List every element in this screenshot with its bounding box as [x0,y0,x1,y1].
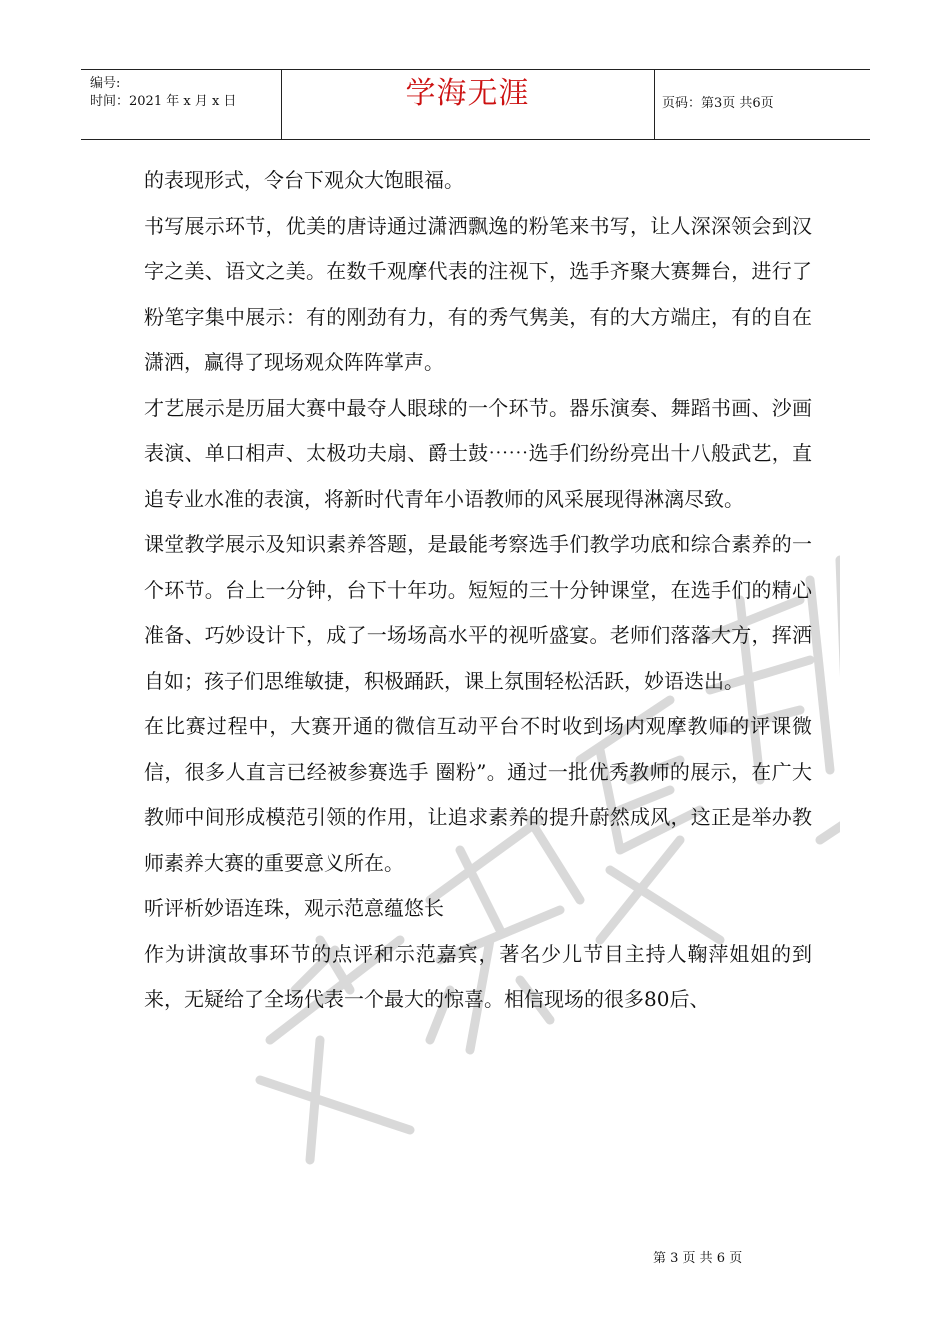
body-paragraph: 的表现形式，令台下观众大饱眼福。 [144,168,464,192]
header-left-cell [81,70,282,139]
document-time-label: 时间：2021 年 x 月 x 日 [90,94,237,109]
section-heading: 听评析妙语连珠，观示范意蕴悠长 [144,896,444,920]
document-number-label: 编号: [90,76,121,91]
brand-title: 学海无涯 [405,76,530,111]
header-right-cell [654,70,870,139]
document-body [144,158,812,1023]
page-number-label: 页码：第3页 共6页 [662,96,774,111]
body-paragraph: 在比赛过程中，大赛开通的微信互动平台不时收到场内观摩教师的评课微信，很多人直言已经被参赛选手 圈粉”。通过一批优秀教师的展示，在广大教师中间形成模范引领的作用，让追求素养的提升蔚然成风，这正是举办教师素养大赛的重要意义所在。 [144,714,812,875]
body-paragraph: 才艺展示是历届大赛中最夺人眼球的一个环节。器乐演奏、舞蹈书画、沙画表演、单口相声、太极功夫扇、爵士鼓⋯⋯选手们纷纷亮出十八般武艺，直追专业水准的表演，将新时代青年小语教师的风采展现得淋漓尽致。 [144,395,812,511]
page-header [81,69,870,140]
body-paragraph: 课堂教学展示及知识素养答题，是最能考察选手们教学功底和综合素养的一个环节。台上一分钟，台下十年功。短短的三十分钟课堂，在选手们的精心准备、巧妙设计下，成了一场场高水平的视听盛宴。老师们落落大方，挥洒自如；孩子们思维敏捷，积极踊跃，课上氛围轻松活跃，妙语迭出。 [144,532,812,693]
header-brand-cell [281,70,655,139]
body-paragraph: 作为讲演故事环节的点评和示范嘉宾，著名少儿节目主持人鞠萍姐姐的到来，无疑给了全场代表一个最大的惊喜。相信现场的很多80后、 [144,941,812,1011]
body-paragraph: 书写展示环节，优美的唐诗通过潇洒飘逸的粉笔来书写，让人深深领会到汉字之美、语文之美。在数千观摩代表的注视下，选手齐聚大赛舞台，进行了粉笔字集中展示：有的刚劲有力，有的秀气隽美，有的大方端庄，有的自在潇洒，赢得了现场观众阵阵掌声。 [144,213,812,374]
page-footer [653,1250,813,1268]
footer-page-number: 第 3 页 共 6 页 [653,1251,743,1266]
